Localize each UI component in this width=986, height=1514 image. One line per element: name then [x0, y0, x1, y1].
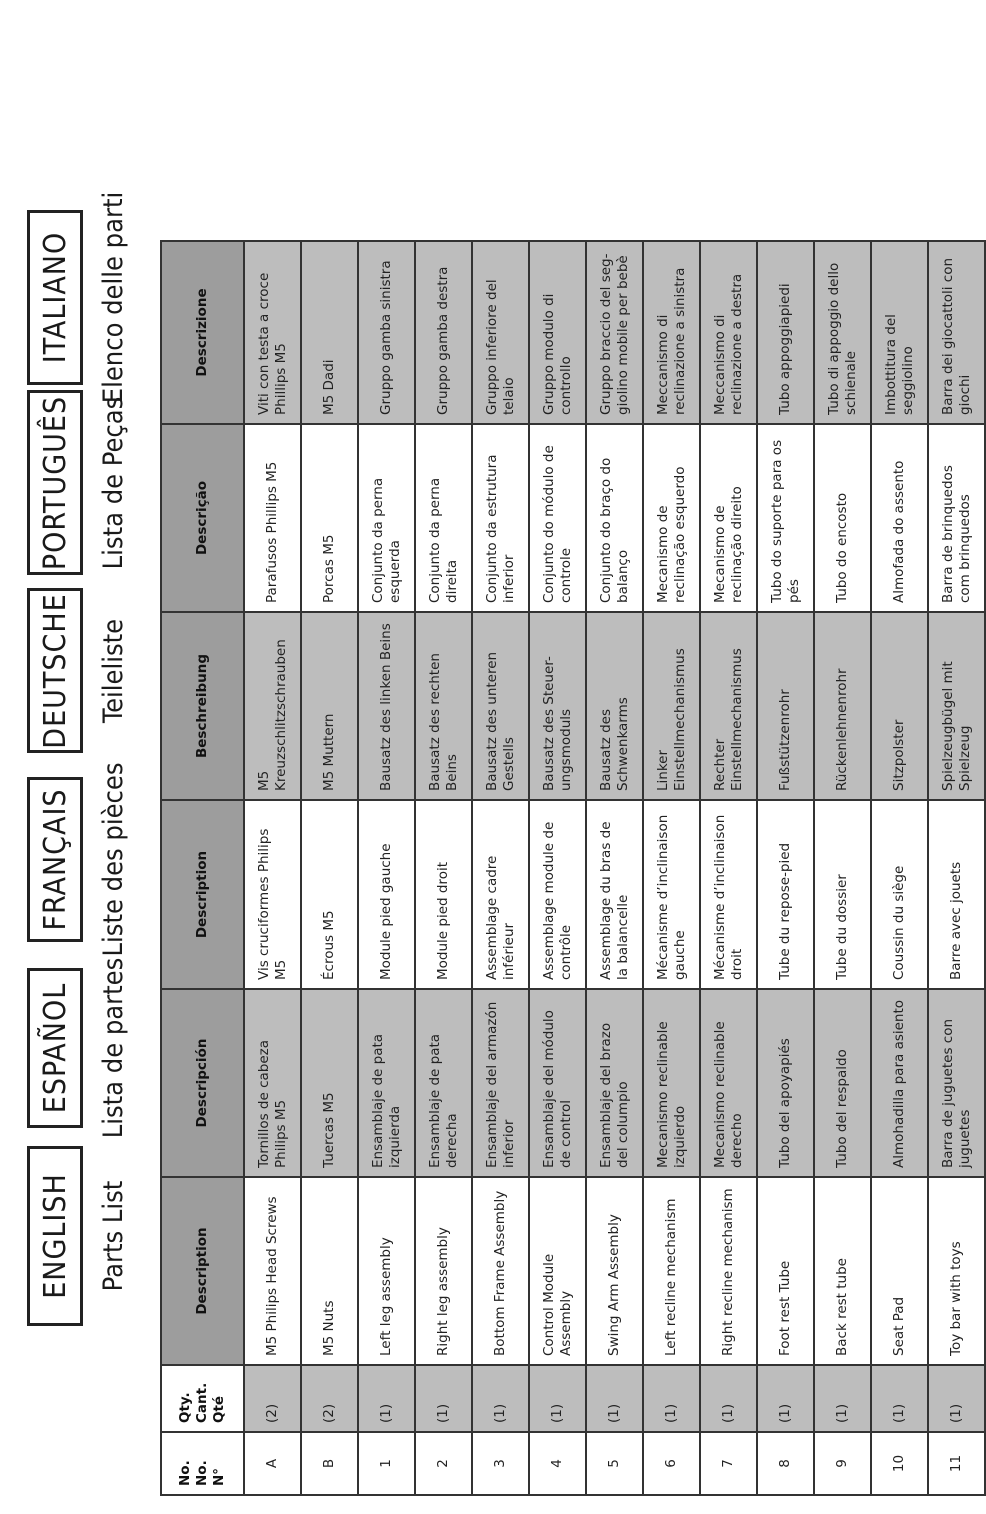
part-description: Barra de brinquedos com brinquedos: [928, 424, 985, 612]
part-number: B: [301, 1432, 358, 1495]
part-quantity: (2): [301, 1365, 358, 1432]
parts-list-title-deutsche: Teileliste: [97, 618, 129, 724]
part-description: Tube du dossier: [814, 800, 871, 989]
table-row: [871, 241, 928, 1495]
table-row: [928, 241, 985, 1495]
part-description: Tubo appoggiapiedi: [757, 241, 814, 424]
part-description: M5 Kreuzschlitzschrauben: [244, 612, 301, 800]
part-description: Coussin du siège: [871, 800, 928, 989]
part-number: 10: [871, 1432, 928, 1495]
part-description: Barra dei giocattoli con giochi: [928, 241, 985, 424]
part-number: 1: [358, 1432, 415, 1495]
table-row: [415, 241, 472, 1495]
part-description: Tornillos de cabeza Philips M5: [244, 989, 301, 1177]
part-description: Gruppo inferiore del telaio: [472, 241, 529, 424]
part-number: 9: [814, 1432, 871, 1495]
language-name: PORTUGUÊS: [27, 391, 83, 576]
part-quantity: (2): [244, 1365, 301, 1432]
table-row: [472, 241, 529, 1495]
part-description: Ensamblaje del armazón inferior: [472, 989, 529, 1177]
table-row: [757, 241, 814, 1495]
table-row: [244, 241, 301, 1495]
number-column-header: [161, 1432, 244, 1495]
part-description: Tubo del respaldo: [814, 989, 871, 1177]
part-description: Meccanismo di reclinazione a sinistra: [643, 241, 700, 424]
parts-list-title-francais: Liste des pièces: [97, 762, 129, 957]
part-number: 3: [472, 1432, 529, 1495]
part-description: M5 Philips Head Screws: [244, 1177, 301, 1365]
part-description: Tubo di appoggio dello schienale: [814, 241, 871, 424]
part-description: Control Module Assembly: [529, 1177, 586, 1365]
part-quantity: (1): [358, 1365, 415, 1432]
quantity-column-header: [161, 1365, 244, 1432]
part-description: Meccanismo di reclinazione a destra: [700, 241, 757, 424]
part-description: Left recline mechanism: [643, 1177, 700, 1365]
language-name: ENGLISH: [27, 1146, 83, 1326]
part-description: Mécanisme d’inclinaison droit: [700, 800, 757, 989]
part-description: Back rest tube: [814, 1177, 871, 1365]
part-description: Assemblage cadre inférieur: [472, 800, 529, 989]
part-description: Linker Einstellmechanismus: [643, 612, 700, 800]
part-description: Module pied droit: [415, 800, 472, 989]
table-row: [814, 241, 871, 1495]
quantity-header-label: Qty.: [177, 1392, 193, 1423]
part-description: Porcas M5: [301, 424, 358, 612]
part-description: Almohadilla para asiento: [871, 989, 928, 1177]
part-description: Bausatz des rechten Beins: [415, 612, 472, 800]
part-quantity: (1): [415, 1365, 472, 1432]
part-description: Barre avec jouets: [928, 800, 985, 989]
part-quantity: (1): [643, 1365, 700, 1432]
part-description: M5 Nuts: [301, 1177, 358, 1365]
language-label-portugues: [25, 389, 85, 577]
part-description: Module pied gauche: [358, 800, 415, 989]
table-row: [301, 241, 358, 1495]
parts-list-title-english: Parts List: [97, 1180, 129, 1292]
part-description: M5 Muttern: [301, 612, 358, 800]
part-description: Viti con testa a croce Phillips M5: [244, 241, 301, 424]
part-description: Écrous M5: [301, 800, 358, 989]
language-label-english: [25, 1142, 85, 1330]
part-description: Almofada do assento: [871, 424, 928, 612]
quantity-header-label: Cant.: [194, 1382, 210, 1423]
part-quantity: (1): [586, 1365, 643, 1432]
part-number: 11: [928, 1432, 985, 1495]
part-description: Parafusos Phillips M5: [244, 424, 301, 612]
part-description: Barra de juguetes con juguetes: [928, 989, 985, 1177]
part-description: Tubo do encosto: [814, 424, 871, 612]
part-description: Rechter Einstellmechanismus: [700, 612, 757, 800]
part-description: Bausatz des unteren Gestells: [472, 612, 529, 800]
part-description: Mécanisme d’inclinaison gauche: [643, 800, 700, 989]
part-description: Ensamblaje del brazo del columpio: [586, 989, 643, 1177]
part-description: Left leg assembly: [358, 1177, 415, 1365]
part-quantity: (1): [472, 1365, 529, 1432]
description-column-header: Descrição: [161, 424, 244, 612]
part-description: Gruppo braccio del seg-giolino mobile per bebè: [586, 241, 643, 424]
part-description: Ensamblaje de pata izquierda: [358, 989, 415, 1177]
part-description: Assemblage module de contrôle: [529, 800, 586, 989]
language-label-espanol: [25, 954, 85, 1142]
part-description: Swing Arm Assembly: [586, 1177, 643, 1365]
language-label-deutsche: [25, 577, 85, 765]
part-number: 6: [643, 1432, 700, 1495]
part-description: Bausatz des Schwenkarms: [586, 612, 643, 800]
part-description: Ensamblaje del módulo de control: [529, 989, 586, 1177]
part-description: Mecanismo reclinable derecho: [700, 989, 757, 1177]
part-number: 8: [757, 1432, 814, 1495]
part-description: Toy bar with toys: [928, 1177, 985, 1365]
part-description: Gruppo modulo di controllo: [529, 241, 586, 424]
language-name: ESPAÑOL: [27, 968, 83, 1128]
part-description: Conjunto do braço do balanço: [586, 424, 643, 612]
parts-list-title-portugues: Lista de Peças: [97, 396, 129, 570]
part-number: 7: [700, 1432, 757, 1495]
part-description: Tubo del apoyapiés: [757, 989, 814, 1177]
part-quantity: (1): [871, 1365, 928, 1432]
language-name: FRANÇAIS: [27, 777, 83, 942]
part-description: Rückenlehnenrohr: [814, 612, 871, 800]
table-header-row: [161, 241, 244, 1495]
part-quantity: (1): [757, 1365, 814, 1432]
part-description: Bottom Frame Assembly: [472, 1177, 529, 1365]
part-description: Conjunto da estrutura inferior: [472, 424, 529, 612]
part-description: Conjunto do módulo de controle: [529, 424, 586, 612]
parts-list-title-espanol: Lista de partes: [97, 957, 129, 1139]
part-description: Sitzpolster: [871, 612, 928, 800]
language-name: DEUTSCHE: [27, 589, 83, 754]
part-description: Foot rest Tube: [757, 1177, 814, 1365]
parts-table: [160, 240, 986, 1496]
parts-list-title-italiano: Elenco delle parti: [97, 191, 129, 404]
number-header-label: No.: [194, 1460, 210, 1486]
part-description: Tube du repose-pied: [757, 800, 814, 989]
table-row: [586, 241, 643, 1495]
table-row: [643, 241, 700, 1495]
language-label-francais: [25, 765, 85, 954]
part-quantity: (1): [814, 1365, 871, 1432]
part-description: Imbottitura del seggiolino: [871, 241, 928, 424]
part-description: Tuercas M5: [301, 989, 358, 1177]
number-header-label: N°: [211, 1467, 227, 1486]
table-row: [358, 241, 415, 1495]
table-row: [529, 241, 586, 1495]
part-description: Gruppo gamba destra: [415, 241, 472, 424]
description-column-header: Description: [161, 1177, 244, 1365]
part-description: Assemblage du bras de la balancelle: [586, 800, 643, 989]
number-header-label: No.: [177, 1460, 193, 1486]
part-number: 4: [529, 1432, 586, 1495]
part-number: A: [244, 1432, 301, 1495]
part-description: Conjunto da perna direita: [415, 424, 472, 612]
part-description: Mecanismo de reclinação esquerdo: [643, 424, 700, 612]
quantity-header-label: Qté: [211, 1395, 227, 1423]
language-name: ITALIANO: [27, 210, 83, 385]
part-description: Mecanismo reclinable izquierdo: [643, 989, 700, 1177]
part-description: Right recline mechanism: [700, 1177, 757, 1365]
part-description: Seat Pad: [871, 1177, 928, 1365]
part-number: 5: [586, 1432, 643, 1495]
part-quantity: (1): [928, 1365, 985, 1432]
part-number: 2: [415, 1432, 472, 1495]
table-row: [700, 241, 757, 1495]
description-column-header: Description: [161, 800, 244, 989]
part-description: M5 Dadi: [301, 241, 358, 424]
part-quantity: (1): [700, 1365, 757, 1432]
part-description: Tubo do suporte para os pés: [757, 424, 814, 612]
part-description: Bausatz des linken Beins: [358, 612, 415, 800]
part-quantity: (1): [529, 1365, 586, 1432]
part-description: Spielzeugbügel mit Spielzeug: [928, 612, 985, 800]
part-description: Conjunto da perna esquerda: [358, 424, 415, 612]
part-description: Vis cruciformes Philips M5: [244, 800, 301, 989]
language-label-italiano: [25, 206, 85, 389]
description-column-header: Descrizione: [161, 241, 244, 424]
part-description: Right leg assembly: [415, 1177, 472, 1365]
description-column-header: Beschreibung: [161, 612, 244, 800]
part-description: Gruppo gamba sinistra: [358, 241, 415, 424]
part-description: Bausatz des Steuer-ungsmoduls: [529, 612, 586, 800]
part-description: Fußstützenrohr: [757, 612, 814, 800]
description-column-header: Descripción: [161, 989, 244, 1177]
part-description: Mecanismo de reclinação direito: [700, 424, 757, 612]
part-description: Ensamblaje de pata derecha: [415, 989, 472, 1177]
